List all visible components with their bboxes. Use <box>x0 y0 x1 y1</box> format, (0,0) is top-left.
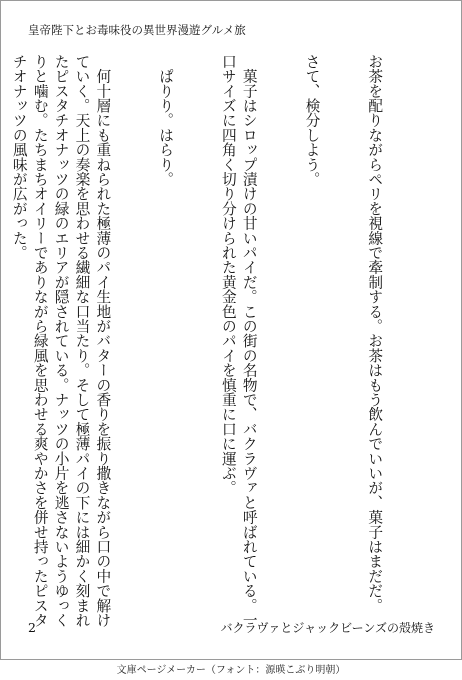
paragraph: ぱりり。はらり。 <box>157 54 175 187</box>
paragraph: さて、検分しよう。 <box>303 54 321 187</box>
paragraph: 何十層にも重ねられた極薄のパイ生地がバターの香りを振り撒きながら口の中で解け ていく。天上の奏楽を思わせる繊細な口当たり。そして極薄パイの下には細かく刻まれ たピスタチオナッツの緑のエリアが隠されている。ナッツの小片を逃さないようゆっく りと噛む。たちまちオイリーでありながら緑風を思わせる爽やかさを併せ持ったピスタ チオナッツの風味が広がった。 <box>10 54 112 628</box>
body-text <box>0 54 426 628</box>
paragraph: 菓子はシロップ漬けの甘いパイだ。この街の名物で、バクラヴァと呼ばれている。一 口サイズに四角く切り分けられた黄金色のパイを慎重に口に運ぶ。 <box>219 54 258 628</box>
generator-caption: 文庫ページメーカー（フォント：源暎こぶり明朝） <box>116 665 346 676</box>
running-title: 皇帝陛下とお毒味役の異世界漫遊グルメ旅 <box>28 23 246 37</box>
page-number: 2 <box>28 620 36 635</box>
paragraph: お茶を配りながらペリを視線で牽制する。お茶はもう飲んでいいが、菓子はまだだ。 <box>366 54 384 613</box>
chapter-title: バクラヴァとジャックビーンズの殻焼き <box>220 621 435 635</box>
